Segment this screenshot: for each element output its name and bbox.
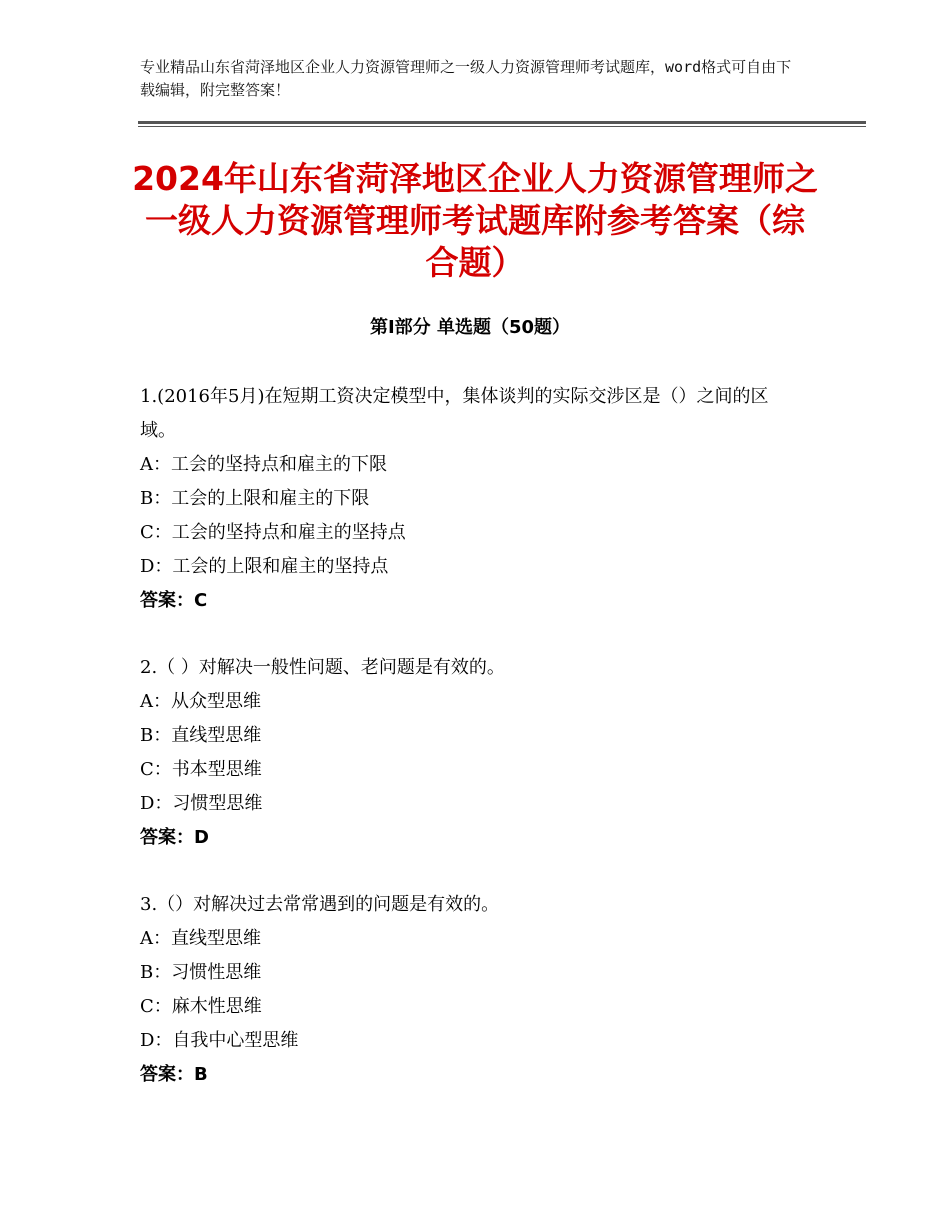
question-stem: 3.（）对解决过去常常遇到的问题是有效的。	[140, 894, 500, 915]
option-d: D：习惯型思维	[140, 793, 263, 814]
section-heading: 第Ⅰ部分 单选题（50题）	[369, 317, 570, 338]
option-b: B：直线型思维	[140, 725, 262, 746]
question-stem: 1.(2016年5月)在短期工资决定模型中，集体谈判的实际交涉区是（）之间的区域。	[140, 386, 769, 441]
header-note: 专业精品山东省菏泽地区企业人力资源管理师之一级人力资源管理师考试题库，word格式可自由下载编辑，附完整答案！	[140, 58, 792, 99]
option-a: A：从众型思维	[140, 691, 261, 712]
question-stem: 2.（ ）对解决一般性问题、老问题是有效的。	[140, 657, 505, 678]
option-d: D：工会的上限和雇主的坚持点	[140, 556, 389, 577]
option-c: C：工会的坚持点和雇主的坚持点	[140, 522, 406, 543]
question-1	[140, 380, 800, 618]
answer-line: 答案：B	[140, 1064, 208, 1085]
question-3	[140, 888, 800, 1092]
answer-line: 答案：C	[140, 590, 208, 611]
option-b: B：工会的上限和雇主的下限	[140, 488, 370, 509]
option-d: D：自我中心型思维	[140, 1030, 299, 1051]
document-title: 2024年山东省菏泽地区企业人力资源管理师之一级人力资源管理师考试题库附参考答案（综合题）	[132, 159, 818, 282]
header-divider-thick	[138, 121, 866, 124]
option-c: C：麻木性思维	[140, 996, 262, 1017]
question-list	[140, 380, 800, 1125]
option-c: C：书本型思维	[140, 759, 262, 780]
option-a: A：直线型思维	[140, 928, 261, 949]
option-b: B：习惯性思维	[140, 962, 262, 983]
header-divider-thin	[138, 126, 866, 127]
question-2	[140, 651, 800, 855]
answer-line: 答案：D	[140, 827, 209, 848]
option-a: A：工会的坚持点和雇主的下限	[140, 454, 387, 475]
